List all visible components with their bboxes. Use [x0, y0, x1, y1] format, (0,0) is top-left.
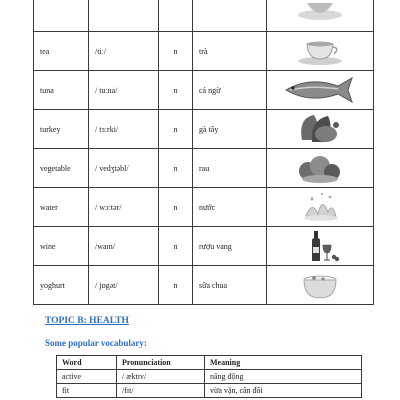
word-header: Word — [57, 356, 117, 370]
word-cell: active — [57, 370, 117, 384]
pos-cell: n — [159, 227, 193, 266]
pronunciation-header: Pronunciation — [117, 356, 205, 370]
table-row — [34, 0, 374, 32]
ipa-cell: / æktɪv/ — [117, 370, 205, 384]
yoghurt-bowl-icon — [290, 268, 350, 302]
ipa-cell: / vedʒtəbl/ — [89, 149, 159, 188]
ipa-cell: / wɔːtər/ — [89, 188, 159, 227]
ipa-cell: /tiː/ — [89, 32, 159, 71]
meaning-cell: rau — [193, 149, 267, 188]
table-row — [34, 32, 374, 71]
meaning-cell: cá ngừ — [193, 71, 267, 110]
pos-cell: n — [159, 71, 193, 110]
word-cell: tea — [34, 32, 89, 71]
meaning-cell: năng động — [205, 370, 362, 384]
meaning-cell: trà — [193, 32, 267, 71]
water-splash-icon — [290, 190, 350, 224]
table-row — [34, 149, 374, 188]
word-cell: vegetable — [34, 149, 89, 188]
word-cell — [34, 0, 89, 32]
table-row — [57, 370, 362, 384]
ipa-cell: /waɪn/ — [89, 227, 159, 266]
word-cell: turkey — [34, 110, 89, 149]
word-cell: wine — [34, 227, 89, 266]
ipa-cell: / tuːna/ — [89, 71, 159, 110]
food-image-cell — [267, 0, 374, 32]
pos-cell: n — [159, 266, 193, 305]
meaning-cell: sữa chua — [193, 266, 267, 305]
word-cell: tuna — [34, 71, 89, 110]
pos-cell: n — [159, 32, 193, 71]
meaning-cell: vừa vặn, cân đối — [205, 384, 362, 398]
ipa-cell — [89, 0, 159, 32]
turkey-icon — [290, 112, 350, 146]
wine-bottle-icon — [290, 229, 350, 263]
ipa-cell: / jɒgət/ — [89, 266, 159, 305]
health-vocabulary-table — [56, 355, 362, 398]
pos-cell: n — [159, 110, 193, 149]
meaning-cell: rượu vang — [193, 227, 267, 266]
pos-cell: n — [159, 188, 193, 227]
teacup-icon — [290, 34, 350, 68]
table-row — [34, 227, 374, 266]
ipa-cell: / tɜːrki/ — [89, 110, 159, 149]
vegetables-icon — [290, 151, 350, 185]
meaning-cell: nước — [193, 188, 267, 227]
topic-b-title: TOPIC B: HEALTH — [45, 316, 129, 326]
table-row — [34, 71, 374, 110]
meaning-header: Meaning — [205, 356, 362, 370]
meaning-cell — [193, 0, 267, 32]
table-row — [34, 188, 374, 227]
tuna-fish-icon — [280, 73, 360, 107]
table-row — [57, 384, 362, 398]
vocabulary-subtitle: Some popular vocabulary: — [45, 338, 147, 348]
word-cell: fit — [57, 384, 117, 398]
pos-cell: n — [159, 149, 193, 188]
word-cell: water — [34, 188, 89, 227]
table-row — [34, 266, 374, 305]
word-cell: yoghurt — [34, 266, 89, 305]
table-row — [34, 110, 374, 149]
pos-cell — [159, 0, 193, 32]
food-image-top — [290, 0, 350, 29]
ipa-cell: /fɪt/ — [117, 384, 205, 398]
vocabulary-table — [33, 0, 374, 305]
table-header-row — [57, 356, 362, 370]
meaning-cell: gà tây — [193, 110, 267, 149]
